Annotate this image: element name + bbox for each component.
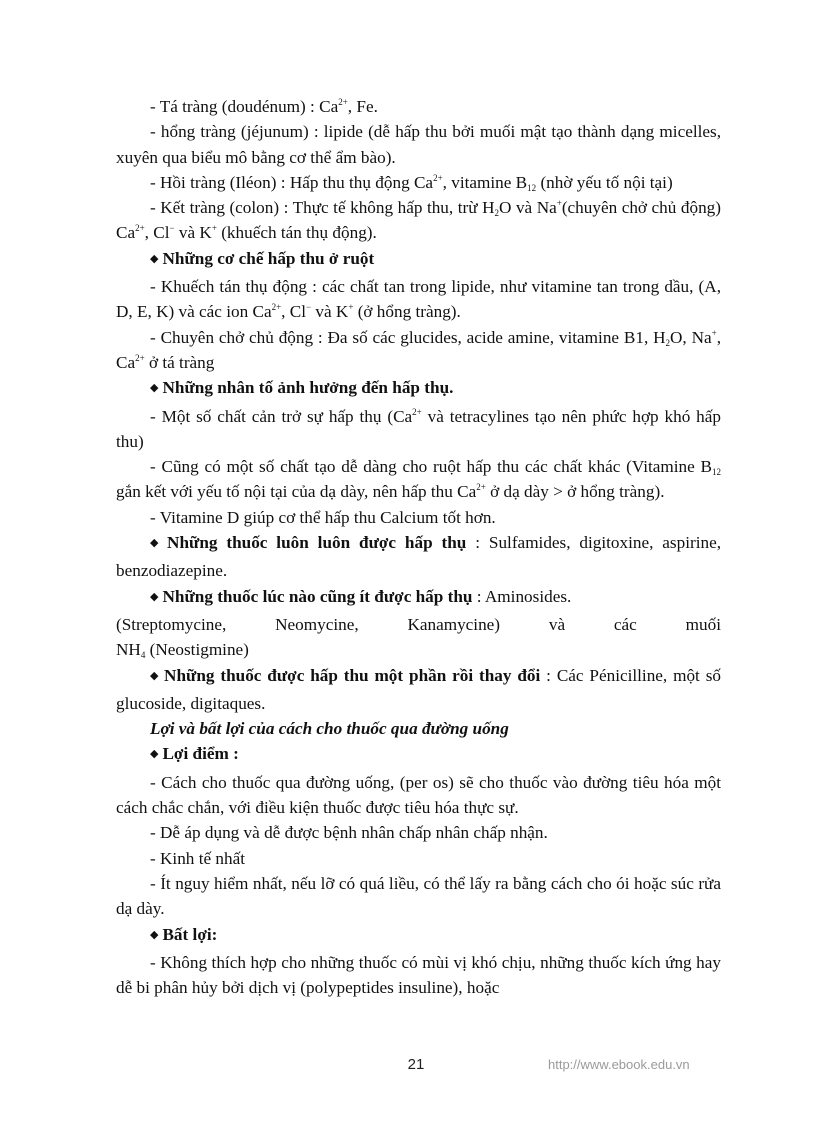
section-heading-disadvantages: ◆ Bất lợi:: [150, 924, 218, 944]
section-heading-factors: ◆ Những nhân tố ảnh hưởng đến hấp thụ.: [150, 378, 454, 398]
paragraph-ket-trang: - Kết tràng (colon) : Thực tế không hấp thu, trừ $H_2O$ và Na+(chuyên chở chủ động) $Ca^{2+}$, Cl− và K+ (khuếch tán thụ động).: [116, 198, 721, 243]
diamond-bullet-icon: ◆: [150, 669, 161, 682]
advantage-item: - Kinh tế nhất: [150, 848, 245, 868]
paragraph-facilitators: - Cũng có một số chất tạo dễ dàng cho ruột hấp thu các chất khác (Vitamine $B_{12}$ gắn kết với yếu tố nội tại của dạ dày, nên hấp thu $Ca^{2+}$ ở dạ dày > ở hổng tràng).: [116, 457, 721, 502]
section-heading-advantages: ◆ Lợi điểm :: [150, 744, 239, 764]
paragraph-hong-trang: - hổng tràng (jéjunum) : lipide (dễ hấp thu bởi muối mật tạo thành dạng micelles, xuyên qua biểu mô bằng cơ thể ẩm bào).: [116, 122, 721, 167]
advantage-item: - Cách cho thuốc qua đường uống, (per os) sẽ cho thuốc vào đường tiêu hóa một cách chắc chắn, với điều kiện thuốc được tiêu hóa thực sự.: [116, 772, 721, 818]
advantage-item: - Ít nguy hiểm nhất, nếu lỡ có quá liều, có thể lấy ra bằng cách cho ói hoặc súc rửa dạ dày.: [116, 873, 721, 919]
diamond-bullet-icon: ◆: [150, 537, 164, 550]
page-number: 21: [407, 1056, 425, 1073]
paragraph-partially-absorbed: ◆ Những thuốc được hấp thu một phần rồi thay đổi : Các Pénicilline, một số glucoside, digitaques.: [116, 665, 721, 713]
subheading-oral-route: Lợi và bất lợi của cách cho thuốc qua đường uống: [150, 719, 509, 739]
footer-url: http://www.ebook.edu.vn: [548, 1057, 690, 1072]
paragraph-inhibitors: - Một số chất cản trở sự hấp thụ ($Ca^{2+}$ và tetracylines tạo nên phức hợp khó hấp thu): [116, 406, 721, 451]
paragraph-always-absorbed: ◆ Những thuốc luôn luôn được hấp thụ : Sulfamides, digitoxine, aspirine, benzodiazepine.: [116, 533, 721, 581]
page-body: [116, 94, 721, 1000]
paragraph-ta-trang: - Tá tràng (doudénum) : $Ca^{2+}$, Fe.: [150, 97, 378, 116]
paragraph-vitamin-d: - Vitamine D giúp cơ thể hấp thu Calcium tốt hơn.: [150, 507, 496, 527]
diamond-bullet-icon: ◆: [150, 748, 159, 761]
diamond-bullet-icon: ◆: [150, 252, 159, 265]
diamond-bullet-icon: ◆: [150, 382, 159, 395]
advantage-item: - Dễ áp dụng và dễ được bệnh nhân chấp nhân chấp nhận.: [150, 823, 548, 843]
diamond-bullet-icon: ◆: [150, 590, 159, 603]
disadvantage-item: - Không thích hợp cho những thuốc có mùi vị khó chịu, những thuốc kích ứng hay dễ bi phân hủy bởi dịch vị (polypeptides insuline), hoặc: [116, 952, 721, 998]
diamond-bullet-icon: ◆: [150, 928, 159, 941]
drug-list-last-line: $NH_4$ (Neostigmine): [116, 640, 249, 661]
paragraph-passive-diffusion: - Khuếch tán thụ động : các chất tan trong lipide, như vitamine tan trong dầu, (A, D, E, K) và các ion $Ca^{2+}$, Cl− và K+ (ở hổng tràng).: [116, 277, 721, 322]
paragraph-rarely-absorbed: ◆ Những thuốc lúc nào cũng ít được hấp thụ : Aminosides.: [150, 586, 572, 606]
drug-list-line: (Streptomycine, Neomycine, Kanamycine) và các muối: [116, 614, 721, 634]
paragraph-active-transport: - Chuyên chở chủ động : Đa số các glucides, acide amine, vitamine B1, $H_2O$, Na+, $Ca^{2+}$ ở tá tràng: [116, 327, 721, 372]
section-heading-mechanisms: ◆ Những cơ chế hấp thu ở ruột: [150, 248, 375, 268]
paragraph-hoi-trang: - Hồi tràng (Iléon) : Hấp thu thụ động $Ca^{2+}$, vitamine $B_{12}$ (nhờ yếu tố nội tại): [150, 172, 673, 193]
